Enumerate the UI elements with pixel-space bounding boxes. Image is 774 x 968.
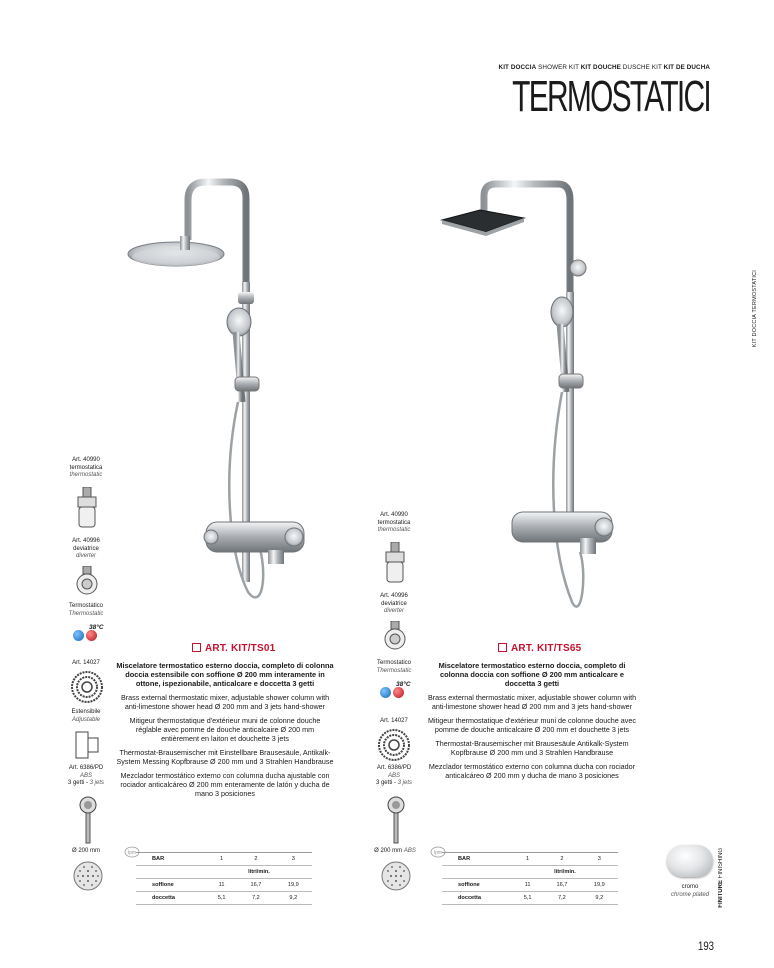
shower-column-ts65-illustration [432, 172, 622, 642]
handshower-jets-2: 3 getti [375, 780, 393, 786]
diverter-label-en: diverter [75, 553, 96, 559]
diverter-label: deviatrice [73, 545, 99, 552]
table-row [136, 853, 312, 866]
product-description-ts65 [424, 661, 640, 785]
hose-art: Art. 14027 [72, 660, 100, 666]
square-shower-head [442, 210, 524, 232]
diverter-label-en-2: diverter [383, 608, 404, 614]
cell: 11 [512, 879, 543, 892]
desc-en-2: Brass external thermostatic mixer, adjustable shower column with anti-limestone shower head Ø 200 mm and 3 jets hand-shower [427, 693, 637, 711]
desc-en: Brass external thermostatic mixer, adjustable shower column with anti-limestone shower head Ø 200 mm and 3 jets hand-shower [120, 693, 330, 711]
row-label: doccetta [136, 892, 206, 905]
diverter-art-2: Art. 40996 [380, 593, 408, 599]
bar-label: BAR [442, 853, 512, 866]
thermostatic-label-2: Termostatico [376, 660, 411, 666]
row-label: soffione [442, 879, 512, 892]
cartridge-label-en-2: thermostatic [377, 527, 411, 533]
shower-head-nozzles-icon [72, 860, 104, 892]
product-description-ts01 [116, 661, 334, 803]
flow-table-ts01 [136, 852, 312, 905]
cell: 16,7 [237, 879, 274, 892]
kit-segment-es: KIT DE DUCHA [663, 64, 710, 71]
cell: 7,2 [237, 892, 274, 905]
slider [235, 377, 259, 391]
product-code-ts65 [498, 643, 581, 654]
handshower-jets-en: 3 jets [89, 780, 105, 786]
thermostatic-label-en-2: Thermostatic [376, 667, 412, 674]
flow-table-ts65 [442, 852, 618, 905]
finish-label: cromo [681, 884, 699, 890]
bar-label: BAR [136, 853, 206, 866]
cold-icon [380, 687, 391, 698]
hand-shower-2 [551, 297, 573, 327]
thermostatic-label-en: Thermostatic [68, 610, 104, 617]
temperature-indicator [73, 626, 107, 644]
unit-label: litri/min. [512, 866, 618, 879]
handshower-jets: 3 getti [67, 780, 85, 786]
thermostatic-cartridge-icon [76, 487, 98, 529]
bar-value: 3 [581, 853, 618, 866]
desc-fr: Mitigeur thermostatique d'extérieur muni de colonne douche réglable avec pomme de douche anticalcaire Ø 200 mm entièrement en laiton et douchette 3 jets [129, 716, 321, 743]
cold-icon [73, 630, 84, 641]
cell: 11 [206, 879, 237, 892]
diverter-cartridge-icon [76, 566, 98, 596]
temperature-value: 38°C [89, 624, 104, 631]
extendable-label-en: Adjustable [71, 716, 101, 723]
shower-head-nozzles-icon-2 [380, 860, 412, 892]
extendable-label: Estensibile [71, 709, 101, 715]
cell: 19,9 [275, 879, 312, 892]
svg-text:lpm: lpm [127, 850, 137, 856]
kit-segment-it: KIT DOCCIA [498, 64, 537, 71]
bar-value: 1 [512, 853, 543, 866]
table-row [136, 866, 312, 879]
finish-vertical-label [718, 848, 724, 908]
kit-subtitle [499, 64, 710, 71]
hot-icon [86, 630, 97, 641]
svg-text:lpm: lpm [433, 850, 443, 856]
bar-value: 3 [275, 853, 312, 866]
unit-label: litri/min. [206, 866, 312, 879]
row-label: soffione [136, 879, 206, 892]
finish-vertical-light: FINISHING [718, 848, 724, 879]
bar-value: 1 [206, 853, 237, 866]
handshower-icon-2 [386, 795, 406, 845]
side-section-label: KIT DOCCIA TERMOSTATICI [752, 270, 758, 348]
cartridge-art: Art. 40990 [72, 457, 100, 463]
handshower-art: Art. 6386/PD [68, 765, 104, 771]
temperature-value-2: 38°C [396, 681, 411, 688]
table-row [442, 879, 618, 892]
product-code-ts01-text: ART. KIT/TS01 [205, 643, 276, 654]
cartridge-art-2: Art. 40990 [380, 512, 408, 518]
kit-segment-fr: KIT DOUCHE [580, 64, 621, 71]
row-label: doccetta [442, 892, 512, 905]
table-row [136, 879, 312, 892]
bar-value: 2 [237, 853, 274, 866]
diverter-label-2: deviatrice [381, 600, 407, 607]
thermostatic-cartridge-icon-2 [384, 542, 406, 584]
hose-icon-2 [377, 728, 411, 762]
cell: 9,2 [581, 892, 618, 905]
hot-icon [393, 687, 404, 698]
cartridge-label-2: termostatica [377, 519, 411, 526]
handshower-material: ABS [79, 772, 92, 779]
kit-segment-de: DUSCHE KIT [620, 64, 664, 71]
cell: 5,1 [512, 892, 543, 905]
diverter-art: Art. 40996 [72, 538, 100, 544]
bar-value: 2 [543, 853, 580, 866]
shower-column-ts01-illustration [118, 172, 308, 642]
page-title: TERMOSTATICI [512, 72, 710, 121]
extendable-icon [74, 728, 102, 762]
desc-it-2: Miscelatore termostatico esterno doccia, completo di colonna doccia con soffione Ø 200 mm anticalcare e doccetta 3 getti [438, 661, 626, 688]
cell: 19,9 [581, 879, 618, 892]
desc-es: Mezclador termostático externo con columna ducha ajustable con rociador anticalcáreo Ø 200 mm enteramente de latón y ducha de mano 3 posiciones [120, 771, 330, 798]
head-material-2: ABS [403, 848, 416, 854]
table-row [136, 892, 312, 905]
cell: 9,2 [275, 892, 312, 905]
table-row [442, 853, 618, 866]
desc-it: Miscelatore termostatico esterno doccia, completo di colonna doccia estensibile con soffione Ø 200 mm interamente in ottone, ispezionabile, anticalcare e doccetta 3 getti [116, 661, 334, 688]
table-row [442, 866, 618, 879]
cell: 7,2 [543, 892, 580, 905]
hose-art-2: Art. 14027 [380, 718, 408, 724]
checkbox-icon [498, 643, 507, 652]
product-code-ts65-text: ART. KIT/TS65 [511, 643, 582, 654]
table-row [442, 892, 618, 905]
page-number: 193 [698, 939, 715, 953]
handshower-art-2: Art. 6386/PD [376, 765, 412, 771]
checkbox-icon [192, 643, 201, 652]
left-accessories [60, 457, 112, 480]
chrome-finish-swatch [667, 845, 713, 877]
cartridge-label: termostatica [69, 464, 103, 471]
thermostatic-label: Termostatico [68, 603, 103, 609]
diverter-cartridge-icon-2 [384, 621, 406, 651]
finish-label-en: chrome plated [670, 891, 710, 898]
product-code-ts01 [192, 643, 275, 654]
head-size: Ø 200 mm [71, 848, 100, 854]
handshower-material-2: ABS [387, 772, 400, 779]
desc-es-2: Mezclador termostático externo con columna ducha con rociador anticalcáreo Ø 200 mm y ducha de mano 3 posiciones [428, 762, 636, 780]
cell: 16,7 [543, 879, 580, 892]
head-size-2: Ø 200 mm [374, 848, 403, 854]
finish-vertical-bold: FINITURE [718, 880, 724, 908]
cell: 5,1 [206, 892, 237, 905]
desc-fr-2: Mitigeur thermostatique d'extérieur muni de colonne douche avec pomme de douche anticalcaire Ø 200 mm et douchette 3 jets [428, 716, 636, 734]
kit-segment-en: SHOWER KIT [536, 64, 581, 71]
handshower-icon [78, 795, 98, 845]
desc-de-2: Thermostat-Brausemischer mit Brausesäule Antikalk-System Kopfbrause Ø 200 mm und 3 Strahlen Handbrause [435, 739, 629, 757]
hose-icon [70, 670, 104, 704]
handshower-jets-en-2: 3 jets [397, 780, 413, 786]
temperature-indicator-2 [380, 683, 414, 701]
cartridge-label-en: thermostatic [69, 472, 103, 478]
desc-de: Thermostat-Brausemischer mit Einstellbare Brausesäule, Antikalk-System Messing Kopfbrause Ø 200 mm und 3 Strahlen Handbrause [116, 748, 334, 766]
